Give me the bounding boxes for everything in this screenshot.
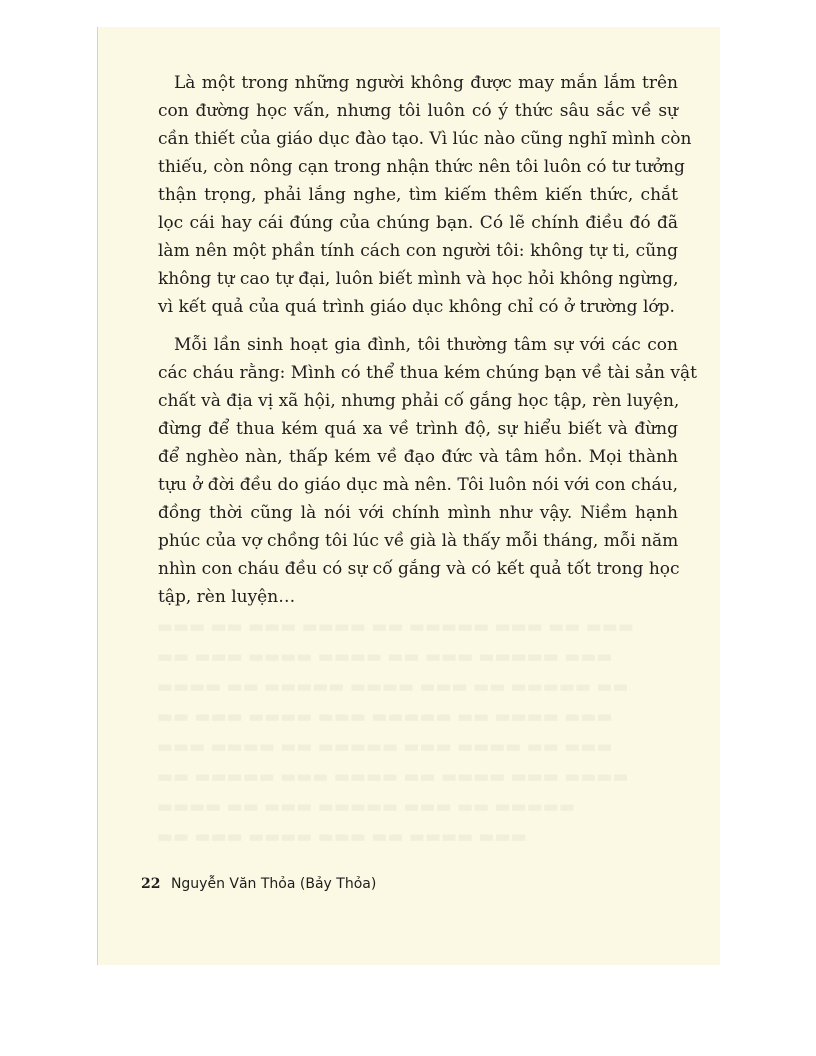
text-line: để nghèo nàn, thấp kém về đạo đức và tâm hồn. Mọi thành <box>158 447 678 467</box>
text-line: Là một trong những người không được may mắn lắm trên <box>174 73 678 93</box>
text-line: Mỗi lần sinh hoạt gia đình, tôi thường tâm sự với các con <box>174 335 678 355</box>
text-line: các cháu rằng: Mình có thể thua kém chúng bạn về tài sản vật <box>158 363 697 383</box>
text-line: không tự cao tự đại, luôn biết mình và học hỏi không ngừng, <box>158 269 679 289</box>
text-line: thận trọng, phải lắng nghe, tìm kiếm thêm kiến thức, chắt <box>158 185 678 205</box>
text-line: làm nên một phần tính cách con người tôi: không tự ti, cũng <box>158 241 678 261</box>
text-line: thiếu, còn nông cạn trong nhận thức nên tôi luôn có tư tưởng <box>158 157 685 177</box>
body-text <box>158 69 697 611</box>
book-page <box>97 27 720 965</box>
page-edge-divider <box>97 27 98 965</box>
text-line: nhìn con cháu đều có sự cố gắng và có kết quả tốt trong học <box>158 559 680 579</box>
paragraph-1 <box>158 69 692 321</box>
text-line: đừng để thua kém quá xa về trình độ, sự hiểu biết và đừng <box>158 419 678 439</box>
text-line: con đường học vấn, nhưng tôi luôn có ý thức sâu sắc về sự <box>158 101 678 121</box>
page-number: 22 <box>141 876 161 892</box>
text-line: lọc cái hay cái đúng của chúng bạn. Có lẽ chính điều đó đã <box>158 213 678 233</box>
text-line: tập, rèn luyện… <box>158 587 296 607</box>
text-line: cần thiết của giáo dục đào tạo. Vì lúc nào cũng nghĩ mình còn <box>158 129 692 149</box>
text-line: chất và địa vị xã hội, nhưng phải cố gắng học tập, rèn luyện, <box>158 391 680 411</box>
text-line: tựu ở đời đều do giáo dục mà nên. Tôi luôn nói với con cháu, <box>158 475 678 495</box>
bleed-through-texture: ▬▬▬ ▬▬ ▬▬▬ ▬▬▬▬ ▬▬ ▬▬▬▬▬ ▬▬▬ ▬▬ ▬▬▬ ▬▬ ▬▬▬ ▬▬▬▬ ▬▬▬▬ ▬▬ ▬▬▬ ▬▬▬▬▬ ▬▬▬ ▬▬▬▬ ▬▬ ▬▬▬▬▬ ▬▬▬▬ ▬▬▬ ▬▬ ▬▬▬▬▬ ▬▬ ▬▬ ▬▬▬ ▬▬▬▬ ▬▬▬ ▬▬▬▬▬ ▬▬ ▬▬▬▬ ▬▬▬ ▬▬▬ ▬▬▬▬ ▬▬ ▬▬▬▬▬ ▬▬▬ ▬▬▬▬ ▬▬ ▬▬▬ ▬▬ ▬▬▬▬▬ ▬▬▬ ▬▬▬▬ ▬▬ ▬▬▬▬ ▬▬▬ ▬▬▬▬ ▬▬▬▬ ▬▬ ▬▬▬ ▬▬▬▬▬ ▬▬▬ ▬▬ ▬▬▬▬▬ ▬▬ ▬▬▬ ▬▬▬▬ ▬▬▬ ▬▬ ▬▬▬▬ ▬▬▬ <box>157 617 634 847</box>
text-line: đồng thời cũng là nói với chính mình như vậy. Niềm hạnh <box>158 503 678 523</box>
text-line: vì kết quả của quá trình giáo dục không chỉ có ở trường lớp. <box>158 297 675 317</box>
paragraph-2 <box>158 331 697 611</box>
text-line: phúc của vợ chồng tôi lúc về già là thấy mỗi tháng, mỗi năm <box>158 531 679 551</box>
running-head: Nguyễn Văn Thỏa (Bảy Thỏa) <box>170 876 377 892</box>
page-footer <box>141 876 376 892</box>
